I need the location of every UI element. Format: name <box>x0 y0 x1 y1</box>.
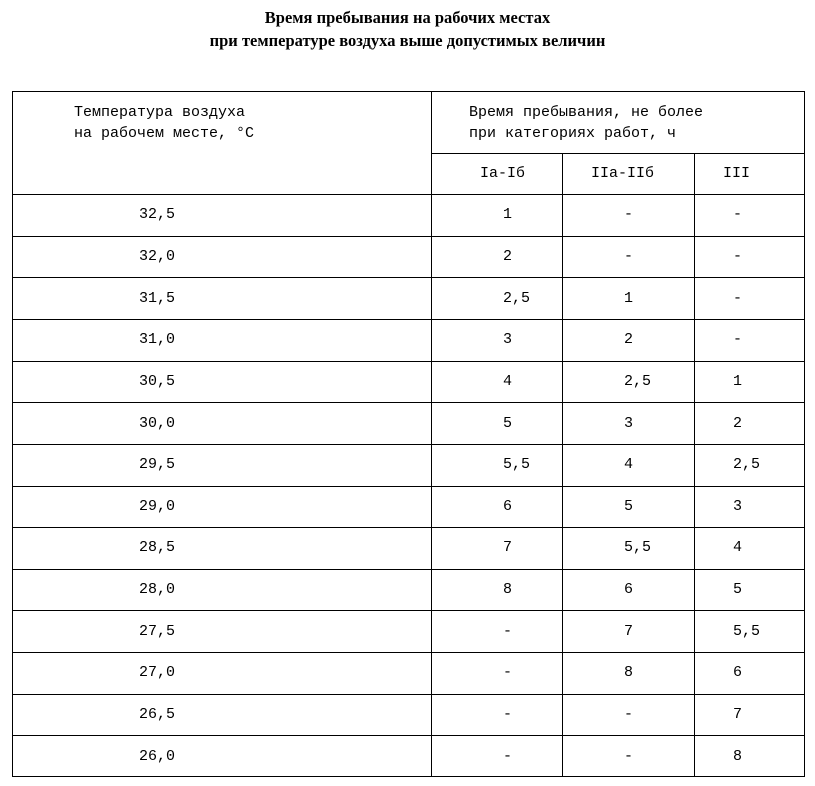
header-temperature-line-2: на рабочем месте, °С <box>74 125 255 142</box>
title-line-2: при температуре воздуха выше допустимых величин <box>209 31 606 50</box>
table-top-border <box>12 91 805 92</box>
category-1-cell: 2,5 <box>503 290 531 307</box>
category-2-cell: - <box>624 706 634 723</box>
temperature-cell: 31,0 <box>139 331 176 348</box>
category-2-cell: - <box>624 206 634 223</box>
row-separator <box>12 569 805 570</box>
row-separator <box>12 486 805 487</box>
category-2-cell: 8 <box>624 664 634 681</box>
row-separator <box>12 652 805 653</box>
category-3-cell: 8 <box>733 748 743 765</box>
row-separator <box>12 444 805 445</box>
category-divider-2 <box>694 153 695 777</box>
temperature-cell: 27,0 <box>139 664 176 681</box>
category-1-cell: 7 <box>503 539 513 556</box>
category-3-cell: - <box>733 290 743 307</box>
category-2-cell: 4 <box>624 456 634 473</box>
table-right-border <box>804 91 805 777</box>
category-1-cell: - <box>503 623 513 640</box>
temperature-cell: 30,5 <box>139 373 176 390</box>
category-1-cell: - <box>503 664 513 681</box>
row-separator <box>12 610 805 611</box>
temperature-cell: 28,5 <box>139 539 176 556</box>
row-separator <box>12 361 805 362</box>
header-time-line-1: Время пребывания, не более <box>469 104 704 121</box>
header-category-3: III <box>723 165 751 182</box>
header-temperature-line-1: Температура воздуха <box>74 104 246 121</box>
row-separator <box>12 319 805 320</box>
header-category-1: Iа-Iб <box>480 165 526 182</box>
header-split-line <box>431 153 805 154</box>
temperature-cell: 28,0 <box>139 581 176 598</box>
header-category-2: IIа-IIб <box>591 165 655 182</box>
category-1-cell: 5 <box>503 415 513 432</box>
row-separator <box>12 735 805 736</box>
category-2-cell: 2 <box>624 331 634 348</box>
category-1-cell: 4 <box>503 373 513 390</box>
title-line-1: Время пребывания на рабочих местах <box>264 8 551 27</box>
temperature-cell: 32,5 <box>139 206 176 223</box>
row-separator <box>12 402 805 403</box>
table-bottom-border <box>12 776 805 777</box>
category-3-cell: 4 <box>733 539 743 556</box>
category-1-cell: 8 <box>503 581 513 598</box>
category-3-cell: 7 <box>733 706 743 723</box>
category-3-cell: - <box>733 331 743 348</box>
category-2-cell: 5 <box>624 498 634 515</box>
temperature-cell: 31,5 <box>139 290 176 307</box>
category-3-cell: 3 <box>733 498 743 515</box>
category-2-cell: 3 <box>624 415 634 432</box>
category-2-cell: 1 <box>624 290 634 307</box>
temperature-cell: 29,0 <box>139 498 176 515</box>
category-1-cell: 3 <box>503 331 513 348</box>
category-1-cell: 1 <box>503 206 513 223</box>
category-2-cell: - <box>624 248 634 265</box>
category-2-cell: 6 <box>624 581 634 598</box>
category-divider-1 <box>562 153 563 777</box>
category-3-cell: 1 <box>733 373 743 390</box>
document-title <box>0 6 815 52</box>
category-1-cell: - <box>503 748 513 765</box>
category-3-cell: 2 <box>733 415 743 432</box>
table-left-border <box>12 91 13 777</box>
category-2-cell: - <box>624 748 634 765</box>
temperature-cell: 26,5 <box>139 706 176 723</box>
category-3-cell: - <box>733 248 743 265</box>
temperature-cell: 32,0 <box>139 248 176 265</box>
category-2-cell: 5,5 <box>624 539 652 556</box>
category-2-cell: 7 <box>624 623 634 640</box>
temperature-cell: 27,5 <box>139 623 176 640</box>
row-separator <box>12 527 805 528</box>
category-3-cell: 5,5 <box>733 623 761 640</box>
category-3-cell: 5 <box>733 581 743 598</box>
category-1-cell: 2 <box>503 248 513 265</box>
category-3-cell: - <box>733 206 743 223</box>
category-1-cell: 5,5 <box>503 456 531 473</box>
category-2-cell: 2,5 <box>624 373 652 390</box>
header-bottom-border <box>12 194 805 195</box>
row-separator <box>12 694 805 695</box>
category-3-cell: 6 <box>733 664 743 681</box>
temperature-cell: 26,0 <box>139 748 176 765</box>
temperature-column-divider <box>431 91 432 777</box>
category-3-cell: 2,5 <box>733 456 761 473</box>
row-separator <box>12 277 805 278</box>
category-1-cell: - <box>503 706 513 723</box>
category-1-cell: 6 <box>503 498 513 515</box>
temperature-cell: 30,0 <box>139 415 176 432</box>
temperature-cell: 29,5 <box>139 456 176 473</box>
heat-exposure-table <box>12 91 805 777</box>
row-separator <box>12 236 805 237</box>
header-time-line-2: при категориях работ, ч <box>469 125 677 142</box>
